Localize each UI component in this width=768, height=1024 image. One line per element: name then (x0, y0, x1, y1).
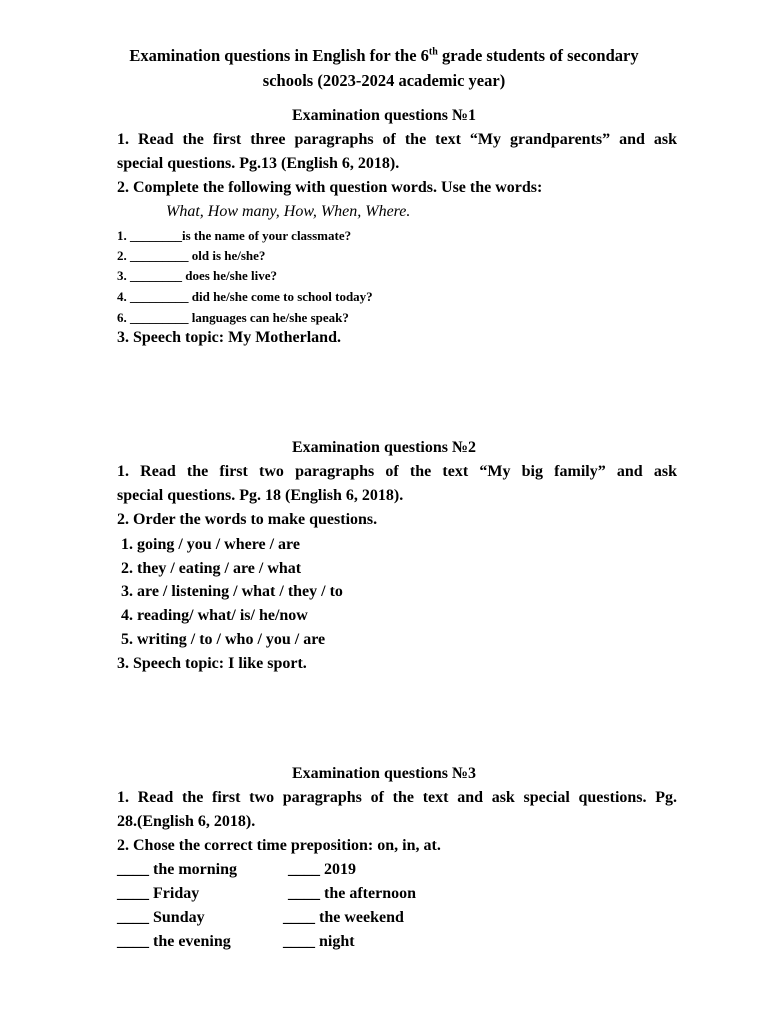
exam-1-item: 2. _________ old is he/she? (117, 248, 266, 263)
exam-3-heading: Examination questions №3 (291, 765, 477, 782)
exam-2-q2: 2. Order the words to make questions. (117, 511, 378, 528)
exam-3-right-blank: ____ the weekend (283, 909, 404, 926)
title-part-1: Examination questions in English for the 6 (129, 46, 429, 65)
exam-3-right-blank: ____ the afternoon (288, 885, 416, 902)
exam-3-right-blank: ____ 2019 (288, 861, 356, 878)
exam-2-heading: Examination questions №2 (291, 439, 477, 456)
exam-3-left-blank: ____ the evening (117, 933, 231, 950)
exam-2-q3: 3. Speech topic: I like sport. (117, 655, 307, 672)
exam-3-q1-line-1: 1. Read the first two paragraphs of the text and ask special questions. Pg. (117, 789, 677, 806)
document-title-line-2: schools (2023-2024 academic year) (262, 71, 506, 90)
title-superscript: th (428, 46, 438, 58)
exam-1-q3: 3. Speech topic: My Motherland. (117, 329, 341, 346)
exam-2-item: 5. writing / to / who / you / are (121, 631, 326, 648)
exam-2-item: 3. are / listening / what / they / to (121, 583, 343, 600)
exam-2-item: 1. going / you / where / are (121, 536, 300, 553)
exam-3-left-blank: ____ Friday (117, 885, 200, 902)
exam-3-left-blank: ____ the morning (117, 861, 237, 878)
exam-1-q2: 2. Complete the following with question words. Use the words: (117, 179, 543, 196)
exam-1-item: 1. ________is the name of your classmate? (117, 228, 352, 243)
title-part-2: grade students of secondary (437, 46, 639, 65)
exam-1-item: 6. _________ languages can he/she speak? (117, 310, 349, 325)
exam-2-q1-line-2: special questions. Pg. 18 (English 6, 2018). (117, 487, 404, 504)
exam-1-q1-line-1: 1. Read the first three paragraphs of the text “My grandparents” and ask (117, 131, 677, 148)
exam-2-item: 4. reading/ what/ is/ he/now (121, 607, 308, 624)
exam-1-item: 3. ________ does he/she live? (117, 268, 277, 283)
exam-2-q1-line-1: 1. Read the first two paragraphs of the text “My big family” and ask (117, 463, 677, 480)
document-title-line-1 (0, 46, 768, 66)
exam-3-left-blank: ____ Sunday (117, 909, 205, 926)
exam-2-item: 2. they / eating / are / what (121, 560, 302, 577)
exam-1-q1-line-2: special questions. Pg.13 (English 6, 2018). (117, 155, 400, 172)
exam-3-q1-line-2: 28.(English 6, 2018). (117, 813, 256, 830)
exam-3-q2: 2. Chose the correct time preposition: on, in, at. (117, 837, 441, 854)
exam-1-item: 4. _________ did he/she come to school today? (117, 289, 373, 304)
exam-1-question-words: What, How many, How, When, Where. (166, 203, 411, 220)
exam-3-right-blank: ____ night (283, 933, 355, 950)
exam-1-heading: Examination questions №1 (291, 107, 477, 124)
